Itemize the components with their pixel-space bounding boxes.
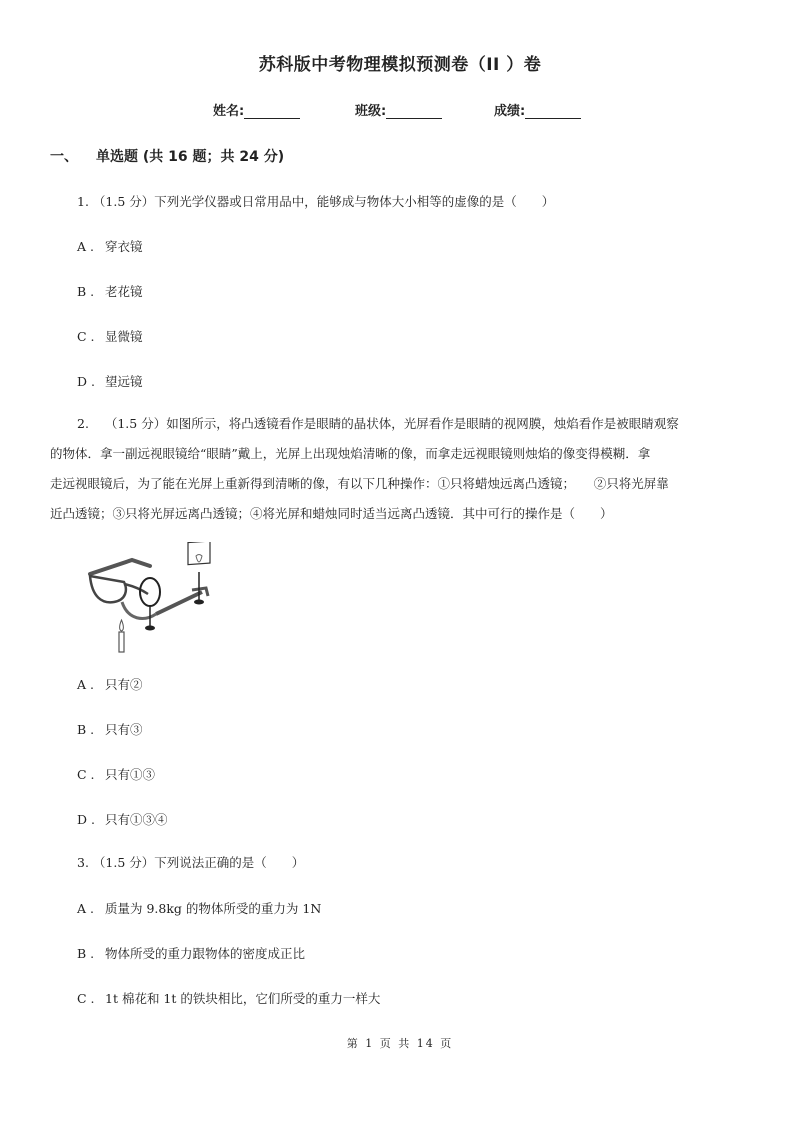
question-score: （1.5 分） <box>104 416 167 431</box>
question-number: 2. <box>77 416 89 431</box>
q3-option-c: C . 1t 棉花和 1t 的铁块相比，它们所受的重力一样大 <box>77 991 381 1006</box>
q2-option-d: D . 只有①③④ <box>77 812 168 827</box>
q1-option-a: A . 穿衣镜 <box>77 239 143 254</box>
question-score: （1.5 分） <box>92 855 155 870</box>
question-3-stem <box>77 853 304 871</box>
glasses-icon <box>82 542 228 654</box>
q3-option-a: A . 质量为 9.8kg 的物体所受的重力为 1N <box>77 901 322 916</box>
name-blank <box>244 104 300 119</box>
q1-option-d: D . 望远镜 <box>77 374 143 389</box>
section-number: 一、 <box>50 149 78 165</box>
section-title: 单选题 (共 16 题；共 24 分) <box>96 149 285 165</box>
question-score: （1.5 分） <box>92 194 155 209</box>
glasses-lens-candle-screen-figure <box>82 542 228 654</box>
question-number: 3. <box>77 855 89 870</box>
score-blank <box>525 104 581 119</box>
name-label: 姓名: <box>213 104 245 119</box>
page-title: 苏科版中考物理模拟预测卷（II ）卷 <box>258 55 542 75</box>
class-blank <box>386 104 442 119</box>
q1-option-c: C . 显微镜 <box>77 329 143 344</box>
q2-option-c: C . 只有①③ <box>77 767 156 782</box>
class-label: 班级: <box>355 104 387 119</box>
score-label: 成绩: <box>494 104 526 119</box>
q3-option-b: B . 物体所受的重力跟物体的密度成正比 <box>77 946 306 961</box>
question-number: 1. <box>77 194 89 209</box>
page-footer: 第 1 页 共 14 页 <box>346 1037 454 1050</box>
class-field <box>355 100 442 119</box>
question-text: 下列光学仪器或日常用品中，能够成与物体大小相等的虚像的是（ ） <box>154 194 555 209</box>
question-text: 下列说法正确的是（ ） <box>154 855 305 870</box>
q2-option-a: A . 只有② <box>77 677 143 692</box>
question-2-stem: 2. （1.5 分）如图所示，将凸透镜看作是眼睛的晶状体，光屏看作是眼睛的视网膜，烛焰看作是被眼睛观察 的物体．拿一副远视眼镜给“眼睛”戴上，光屏上出现烛焰清晰的像，而拿走远视眼镜则烛焰的像变得模糊．拿 走远视眼镜后，为了能在光屏上重新得到清晰的像，有以下几种操作：①只将蜡烛远离凸透镜； ②只将光屏靠 近凸透镜；③只将光屏远离凸透镜；④将光屏和蜡烛同时适当远离凸透镜．其中可行的操作是（ ） <box>50 416 679 521</box>
name-field <box>213 100 300 119</box>
score-field <box>494 100 581 119</box>
section-heading <box>50 146 284 166</box>
q1-option-b: B . 老花镜 <box>77 284 143 299</box>
question-1-stem <box>77 192 554 210</box>
q2-option-b: B . 只有③ <box>77 722 143 737</box>
